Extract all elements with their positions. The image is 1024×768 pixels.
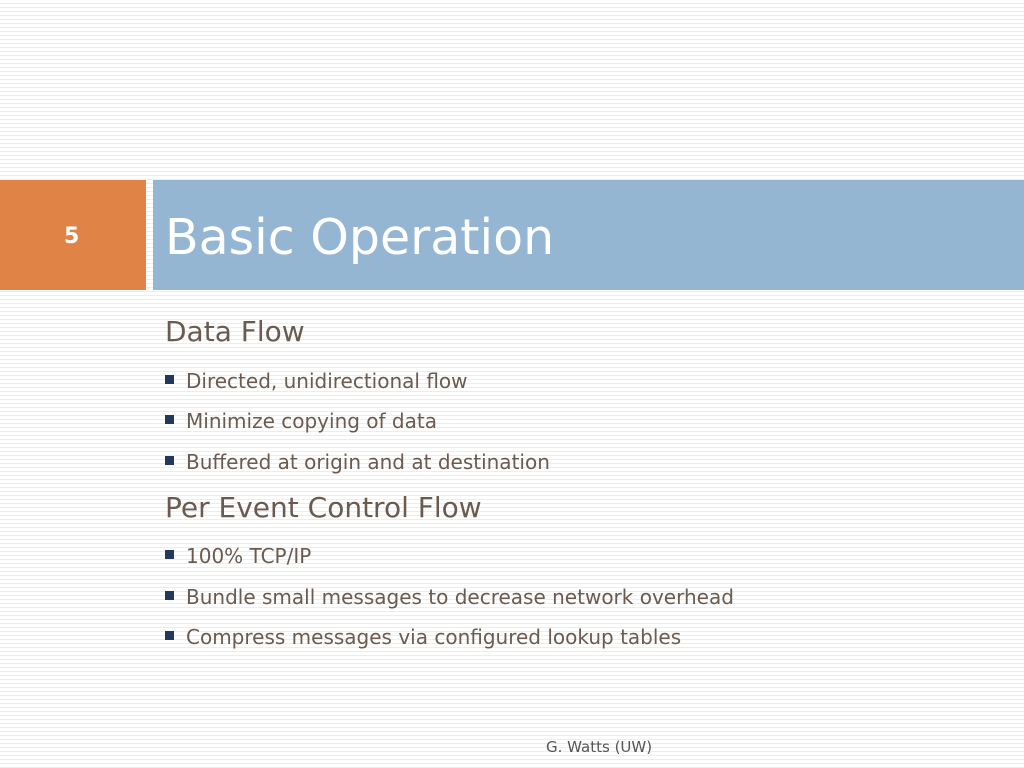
bullet-text: Compress messages via configured lookup tables — [186, 625, 682, 649]
square-bullet-icon — [165, 456, 174, 465]
section-heading-data-flow: Data Flow — [165, 315, 305, 348]
bullet-item — [165, 584, 734, 610]
bullet-text: Minimize copying of data — [186, 409, 437, 433]
slide-number: 5 — [64, 224, 80, 249]
slide-title: Basic Operation — [165, 209, 555, 266]
bullet-item — [165, 624, 681, 650]
bullet-text: Bundle small messages to decrease network overhead — [186, 585, 734, 609]
slide-footer: G. Watts (UW) — [546, 738, 653, 756]
square-bullet-icon — [165, 591, 174, 600]
square-bullet-icon — [165, 550, 174, 559]
bullet-item — [165, 408, 437, 434]
bullet-text: Buffered at origin and at destination — [186, 450, 550, 474]
bullet-item — [165, 543, 311, 569]
bullet-item — [165, 368, 468, 394]
bullet-text: 100% TCP/IP — [186, 544, 312, 568]
bullet-text: Directed, unidirectional flow — [186, 369, 468, 393]
bullet-item — [165, 449, 550, 475]
square-bullet-icon — [165, 631, 174, 640]
square-bullet-icon — [165, 375, 174, 384]
section-heading-control-flow: Per Event Control Flow — [165, 491, 482, 524]
square-bullet-icon — [165, 415, 174, 424]
